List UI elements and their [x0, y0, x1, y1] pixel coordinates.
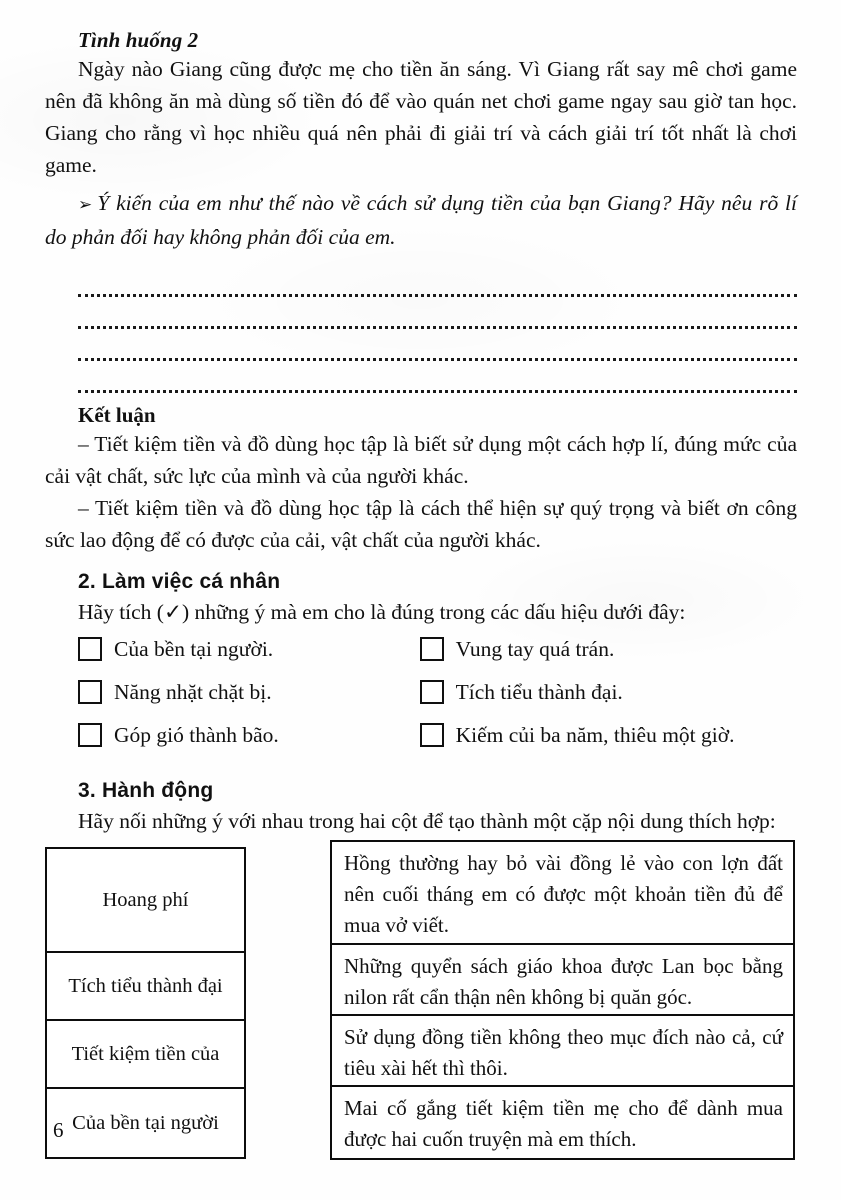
- checkbox-label: Tích tiểu thành đại.: [455, 680, 623, 704]
- section2-instruction: Hãy tích (✓) những ý mà em cho là đúng trong các dấu hiệu dưới đây:: [78, 600, 686, 624]
- reflection-question-text: Ý kiến của em như thế nào về cách sử dụng tiền của bạn Giang? Hãy nêu rõ lí do phản đối hay không phản đối của em.: [45, 191, 797, 249]
- checkbox-icon[interactable]: [78, 637, 102, 661]
- matching-left-cell[interactable]: Hoang phí: [47, 849, 244, 953]
- checkbox-row: [78, 636, 797, 679]
- checkbox-icon[interactable]: [420, 723, 444, 747]
- checkbox-item[interactable]: [78, 636, 420, 662]
- checkbox-item[interactable]: [420, 636, 797, 662]
- answer-line[interactable]: [78, 361, 797, 393]
- checkbox-icon[interactable]: [78, 680, 102, 704]
- matching-right-cell[interactable]: Hồng thường hay bỏ vài đồng lẻ vào con lợn đất nên cuối tháng em có được một khoản tiền đủ để mua vở viết.: [332, 842, 793, 945]
- answer-line[interactable]: [78, 329, 797, 361]
- page-number: 6: [53, 1118, 64, 1142]
- checkbox-label: Vung tay quá trán.: [455, 637, 615, 661]
- conclusion-heading: Kết luận: [78, 403, 156, 427]
- matching-left-cell[interactable]: Tích tiểu thành đại: [47, 953, 244, 1021]
- triangle-bullet-icon: ➢: [78, 195, 93, 214]
- checkbox-item[interactable]: [420, 679, 797, 705]
- checkbox-icon[interactable]: [420, 680, 444, 704]
- situation-heading: Tình huống 2: [78, 28, 199, 52]
- situation-paragraph: Ngày nào Giang cũng được mẹ cho tiền ăn sáng. Vì Giang rất say mê chơi game nên đã không ăn mà dùng số tiền đó để vào quán net chơi game ngay sau giờ tan học. Giang cho rằng vì học nhiều quá nên phải đi giải trí và cách giải trí tốt nhất là chơi game.: [45, 57, 797, 177]
- conclusion-item: – Tiết kiệm tiền và đồ dùng học tập là biết sử dụng một cách hợp lí, đúng mức của cải vật chất, sức lực của mình và của người khác.: [45, 432, 797, 488]
- section3-heading: 3. Hành động: [78, 779, 214, 802]
- section3-instruction: Hãy nối những ý với nhau trong hai cột để tạo thành một cặp nội dung thích hợp:: [78, 809, 776, 833]
- checkbox-label: Của bền tại người.: [114, 637, 274, 661]
- checkbox-label: Năng nhặt chặt bị.: [114, 680, 272, 704]
- checkbox-label: Kiếm củi ba năm, thiêu một giờ.: [455, 723, 735, 747]
- matching-left-cell[interactable]: Của bền tại người: [72, 1111, 219, 1134]
- matching-right-cell[interactable]: Những quyển sách giáo khoa được Lan bọc bằng nilon rất cẩn thận nên không bị quăn góc.: [332, 945, 793, 1016]
- conclusion-item: – Tiết kiệm tiền và đồ dùng học tập là cách thể hiện sự quý trọng và biết ơn công sức lao động để có được của cải, vật chất của người khác.: [45, 496, 797, 552]
- checkbox-item[interactable]: [78, 679, 420, 705]
- matching-left-cell[interactable]: Tiết kiệm tiền của: [47, 1021, 244, 1089]
- checkbox-row: [78, 679, 797, 722]
- matching-exercise: [45, 837, 797, 1157]
- checkbox-icon[interactable]: [420, 637, 444, 661]
- answer-line[interactable]: [78, 265, 797, 297]
- matching-right-cell[interactable]: Sử dụng đồng tiền không theo mục đích nào cả, cứ tiêu xài hết thì thôi.: [332, 1016, 793, 1087]
- section2-heading: 2. Làm việc cá nhân: [78, 570, 281, 593]
- checkbox-label: Góp gió thành bão.: [114, 723, 279, 747]
- checkbox-grid: [45, 628, 797, 765]
- matching-right-column: [330, 840, 795, 1160]
- answer-line[interactable]: [78, 297, 797, 329]
- page-content: [45, 0, 797, 1157]
- checkbox-icon[interactable]: [78, 723, 102, 747]
- checkbox-row: [78, 722, 797, 765]
- checkbox-item[interactable]: [420, 722, 797, 748]
- matching-left-column: [45, 847, 246, 1159]
- reflection-question: [45, 181, 797, 254]
- answer-lines[interactable]: [45, 254, 797, 393]
- matching-right-cell[interactable]: Mai cố gắng tiết kiệm tiền mẹ cho để dành mua được hai cuốn truyện mà em thích.: [344, 1096, 783, 1151]
- checkbox-item[interactable]: [78, 722, 420, 748]
